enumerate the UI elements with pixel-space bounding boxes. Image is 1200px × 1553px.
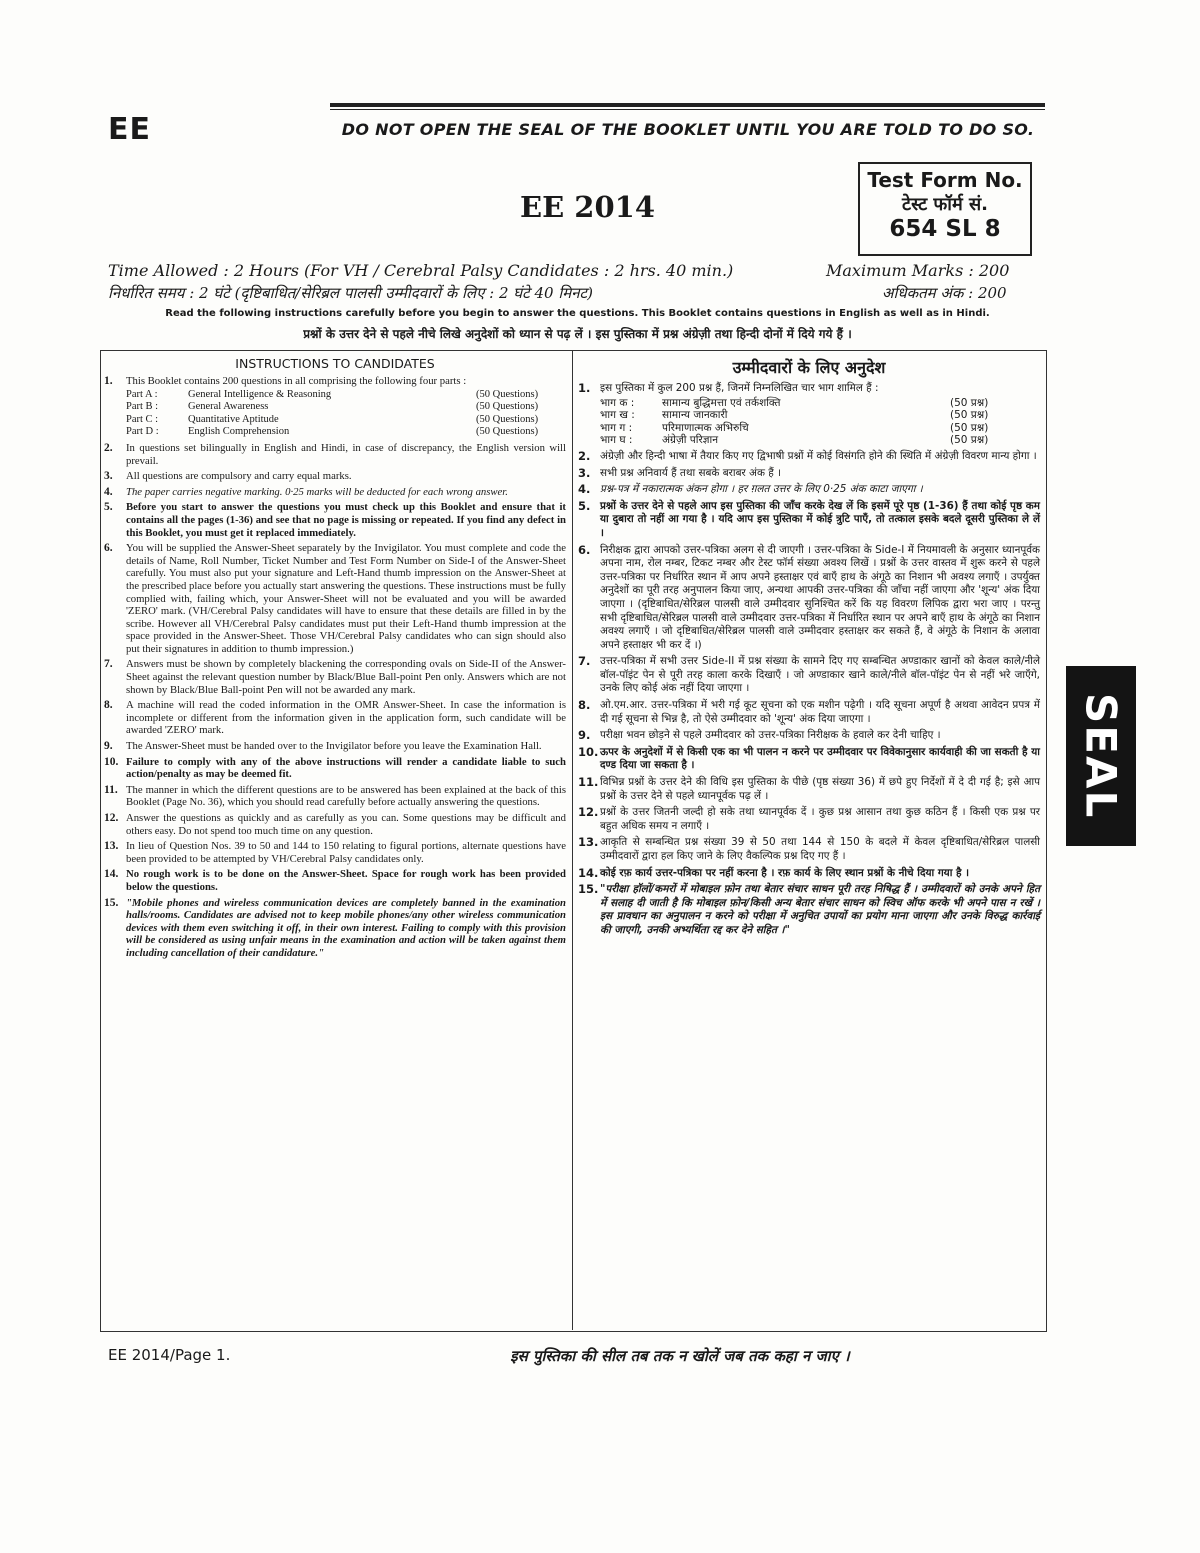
instruction-item: 6. You will be supplied the Answer-Sheet separately by the Invigilator. You must complete and code the details of Name, Roll Number, Ticket Number and Test Form Number on Side-I of the Answer-Sheet carefully. You must also put your signature and Left-Hand thumb impression on the Answer-Sheet at the prescribed place before you actually start answering the questions. These instructions must be fully complied with, failing which, your Answer-Sheet will not be evaluated and you will be awarded 'ZERO' mark. (VH/Cerebral Palsy candidates will have to ensure that these details are filled in by the scribe. However all VH/Cerebral Palsy candidates must put their Left-Hand thumb impression at the space provided in the Answer-Sheet. Those VH/Cerebral Palsy candidates who can sign should also put their signatures in addition to thumb impression.) [104, 542, 566, 655]
instruction-item: 5. Before you start to answer the questions you must check up this Booklet and ensure that it contains all the pages (1-36) and see that no page is missing or repeated. If you find any defect in this Booklet, you must get it replaced immediately. [104, 501, 566, 539]
instruction-item: 14. कोई रफ़ कार्य उत्तर-पत्रिका पर नहीं करना है । रफ़ कार्य के लिए स्थान प्रश्नों के नीचे दिया गया है । [578, 865, 970, 880]
part-row: भाग ख : सामान्य जानकारी (50 प्रश्न) [600, 409, 989, 422]
max-marks-hi: अधिकतम अंक : 200 [882, 284, 1007, 302]
instruction-item: 7. उत्तर-पत्रिका में सभी उत्तर Side-II में प्रश्न संख्या के सामने दिए गए सम्बन्धित अण्डाकार खानों को केवल काले/नीले बॉल-पॉइंट पेन से पूरी तरह काला करके दिखाएँ । जो अण्डाकार खाने काले/नीले बॉल-पॉइंट पेन से नहीं भरे जाएँगे, उनके लिए कोई अंक नहीं दिया जाएगा । [578, 654, 1040, 695]
max-marks-en: Maximum Marks : 200 [826, 261, 1010, 280]
part-row: भाग क : सामान्य बुद्धिमत्ता एवं तर्कशक्ति (50 प्रश्न) [600, 396, 989, 409]
instruction-item: 9. The Answer-Sheet must be handed over to the Invigilator before you leave the Examination Hall. [104, 740, 542, 753]
page-number: EE 2014/Page 1. [108, 1346, 231, 1364]
instruction-text: इस पुस्तिका में कुल 200 प्रश्न हैं, जिनमें निम्नलिखित चार भाग शामिल हैं : [600, 382, 879, 394]
header-rule [330, 103, 1045, 107]
instruction-item: 3. सभी प्रश्न अनिवार्य हैं तथा सबके बराबर अंक हैं । [578, 465, 782, 480]
instructions-english [104, 356, 566, 963]
booklet-title: EE 2014 [520, 190, 656, 224]
instruction-item: 9. परीक्षा भवन छोड़ने से पहले उम्मीदवार को उत्तर-पत्रिका निरीक्षक के हवाले कर देनी चाहिए । [578, 728, 941, 743]
seal-stamp [1066, 666, 1136, 846]
instructions-title-hi: उम्मीदवारों के लिए अनुदेश [732, 358, 886, 377]
instruction-item: 4. The paper carries negative marking. 0·25 marks will be deducted for each wrong answer. [104, 485, 508, 498]
instruction-item: 10. Failure to comply with any of the above instructions will render a candidate liable to such action/penalty as may be deemed fit. [104, 755, 566, 781]
part-row: Part B : General Awareness (50 Questions) [126, 401, 539, 413]
part-row: भाग घ : अंग्रेज़ी परिज्ञान (50 प्रश्न) [600, 434, 989, 447]
instruction-text: This Booklet contains 200 questions in all comprising the following four parts : [126, 375, 467, 387]
part-row: Part A : General Intelligence & Reasoning (50 Questions) [126, 388, 539, 400]
instruction-item: 4. प्रश्न-पत्र में नकारात्मक अंकन होगा । हर ग़लत उत्तर के लिए 0·25 अंक काटा जाएगा । [578, 482, 923, 497]
column-divider [572, 350, 573, 1330]
instruction-item: 12. Answer the questions as quickly and as carefully as you can. Some questions may be difficult and others easy. Do not spend too much time on any question. [104, 812, 566, 837]
instruction-item: 3. All questions are compulsory and carry equal marks. [104, 470, 352, 483]
instruction-item: 12. प्रश्नों के उत्तर जितनी जल्दी हो सके तथा ध्यानपूर्वक दें । कुछ प्रश्न आसान तथा कुछ कठिन हैं । किसी एक प्रश्न पर बहुत अधिक समय न लगाएँ । [578, 805, 1040, 832]
instruction-item: 15. "परीक्षा हॉलों/कमरों में मोबाइल फ़ोन तथा बेतार संचार साधन पूरी तरह निषिद्ध हैं । उम्मीदवारों को उनके अपने हित में सलाह दी जाती है कि मोबाइल फ़ोन/किसी अन्य बेतार संचार साधन को स्विच ऑफ करके भी अपने पास न रखें । इस प्रावधान का अनुपालन न करने को परीक्षा में अनुचित उपायों का प्रयोग माना जाएगा और उनके विरुद्ध कार्रवाई की जाएगी, उनकी अभ्यर्थिता रद्द कर देने सहित ।" [578, 882, 1040, 936]
time-allowed-en: Time Allowed : 2 Hours (For VH / Cerebral Palsy Candidates : 2 hrs. 40 min.) [108, 261, 734, 280]
instructions-title-en: INSTRUCTIONS TO CANDIDATES [235, 356, 435, 371]
instruction-item: 15. "Mobile phones and wireless communication devices are completely banned in the examination halls/rooms. Candidates are advised not to keep mobile phones/any other wireless communication devices with them even switching it off, in their own interest. Failing to comply with this provision will be considered as using unfair means in the examination and action will be taken against them including cancellation of their candidature." [104, 896, 566, 959]
instructions-hindi [578, 356, 1040, 941]
test-form-label-en: Test Form No. [867, 168, 1023, 192]
part-row: Part D : English Comprehension (50 Questions) [126, 426, 539, 438]
instruction-item: 2. अंग्रेज़ी और हिन्दी भाषा में तैयार किए गए द्विभाषी प्रश्नों में कोई विसंगति होने की स्थिति में अंग्रेज़ी विवरण मान्य होगा । [578, 448, 1037, 463]
instruction-item: 8. A machine will read the coded information in the OMR Answer-Sheet. In case the information is incomplete or different from the information given in the application form, such candidate will be awarded 'ZERO' mark. [104, 699, 566, 737]
part-row: भाग ग : परिमाणात्मक अभिरुचि (50 प्रश्न) [600, 421, 989, 434]
instruction-item: 10. ऊपर के अनुदेशों में से किसी एक का भी पालन न करने पर उम्मीदवार पर विवेकानुसार कार्यवाही की जा सकती है या दण्ड दिया जा सकता है । [578, 744, 1040, 772]
instruction-item: 1. इस पुस्तिका में कुल 200 प्रश्न हैं, जिनमें निम्नलिखित चार भाग शामिल हैं : भाग क : सामान्य बुद्धिमत्ता एवं तर्कशक्ति (50 प्रश्न) भाग ख : सामान्य जानकारी (50 प्रश्न) भाग ग : परिमाणात्मक अभिरुचि (50 प्रश्न) भाग घ : अंग्रेज़ी परिज्ञान (50 प्रश्न) [578, 382, 1040, 447]
test-form-box [858, 162, 1032, 256]
seal-notice: DO NOT OPEN THE SEAL OF THE BOOKLET UNTIL YOU ARE TOLD TO DO SO. [341, 120, 1035, 139]
seal-label: SEAL [1076, 692, 1126, 820]
test-form-label-hi: टेस्ट फॉर्म सं. [902, 194, 988, 215]
instruction-item: 11. The manner in which the different questions are to be answered has been explained at the back of this Booklet (Page No. 36), which you should read carefully before actually answering the questions. [104, 783, 566, 809]
read-instructions-en: Read the following instructions carefully before you begin to answer the questions. This Booklet contains questions in English as well as in Hindi. [165, 308, 990, 319]
parts-list [126, 389, 566, 439]
instruction-item: 1. This Booklet contains 200 questions in all comprising the following four parts : Part A : General Intelligence & Reasoning (50 Questions) Part B : General Awareness (50 Questions) Part C : Quantitative Aptitude (50 Questions) Part D : English Comprehension (50 Questions) [104, 375, 566, 439]
test-form-number: 654 SL 8 [889, 216, 1001, 242]
instruction-item: 11. विभिन्न प्रश्नों के उत्तर देने की विधि इस पुस्तिका के पीछे (पृष्ठ संख्या 36) में छपे हुए निर्देशों में दे दी गई है; इसे आप प्रश्नों के उत्तर देने से पहले ध्यानपूर्वक पढ़ लें । [578, 775, 1040, 802]
instruction-item: 6. निरीक्षक द्वारा आपको उत्तर-पत्रिका अलग से दी जाएगी । उत्तर-पत्रिका के Side-I में नियमावली के अनुसार ध्यानपूर्वक अपना नाम, रोल नम्बर, टिकट नम्बर और टेस्ट फॉर्म संख्या अवश्य लिखें । प्रश्नों के उत्तर वास्तव में शुरू करने से पहले उत्तर-पत्रिका पर निर्धारित स्थान में आप अपने हस्ताक्षर एवं बाएँ हाथ के अंगूठे का निशान भी अवश्य लगाएँ । उपर्युक्त अनुदेशों का पूरी तरह अनुपालन किया जाए, अन्यथा आपकी उत्तर-पत्रिका की जाँचा नहीं जाएगा और 'शून्य' अंक दिया जाएगा । (दृष्टिबाधित/सेरिब्रल पालसी वाले उम्मीदवार सुनिश्चित करें कि यह विवरण लिपिक द्वारा भरा जाए । परन्तु सभी दृष्टिबाधित/सेरिब्रल पालसी वाले उम्मीदवार उत्तर-पत्रिका में निर्धारित स्थान पर अपने बाएँ हाथ के अंगूठे का निशान अवश्य लगाएँ । जो दृष्टिबाधित/सेरिब्रल पालसी वाले उम्मीदवार हस्ताक्षर कर सकते हैं, वे अंगूठे के निशान के अलावा अपने हस्ताक्षर भी कर दें ।) [578, 542, 1040, 651]
time-allowed-hi: निर्धारित समय : 2 घंटे (दृष्टिबाधित/सेरिब्रल पालसी उम्मीदवारों के लिए : 2 घंटे 40 मिनट) [108, 284, 593, 302]
header-rule-thin [330, 109, 1045, 110]
instruction-item: 8. ओ.एम.आर. उत्तर-पत्रिका में भरी गई कूट सूचना को एक मशीन पढ़ेगी । यदि सूचना अपूर्ण है अथवा आवेदन प्रपत्र में दी गई सूचना से भिन्न है, तो ऐसे उम्मीदवार को 'शून्य' अंक दिया जाएगा । [578, 698, 1040, 725]
instruction-item: 14. No rough work is to be done on the Answer-Sheet. Space for rough work has been provided below the questions. [104, 868, 566, 893]
read-instructions-hi: प्रश्नों के उत्तर देने से पहले नीचे लिखे अनुदेशों को ध्यान से पढ़ लें । इस पुस्तिका में प्रश्न अंग्रेज़ी तथा हिन्दी दोनों में दिये गये हैं । [303, 327, 852, 341]
instruction-item: 13. आकृति से सम्बन्धित प्रश्न संख्या 39 से 50 तथा 144 से 150 के बदले में केवल दृष्टिबाधित/सेरिब्रल पालसी उम्मीदवारों द्वारा हल किए जाने के लिए वैकल्पिक प्रश्न दिए गए हैं । [578, 835, 1040, 862]
instruction-item: 5. प्रश्नों के उत्तर देने से पहले आप इस पुस्तिका की जाँच करके देख लें कि इसमें पूरे पृष्ठ (1-36) हैं तथा कोई पृष्ठ कम या दुबारा तो नहीं आ गया है । यदि आप इस पुस्तिका में कोई त्रुटि पाएँ, तो तत्काल इसके बदले दूसरी पुस्तिका ले लें । [578, 498, 1040, 539]
part-row: Part C : Quantitative Aptitude (50 Questions) [126, 413, 539, 425]
instruction-item: 13. In lieu of Question Nos. 39 to 50 and 144 to 150 relating to figural portions, alternate questions have been provided to be attempted by VH/Cerebral Palsy candidates only. [104, 840, 566, 865]
instruction-item: 2. In questions set bilingually in English and Hindi, in case of discrepancy, the English version will prevail. [104, 441, 566, 467]
parts-list [600, 397, 1040, 447]
footer-seal-notice: इस पुस्तिका की सील तब तक न खोलें जब तक कहा न जाए । [510, 1347, 850, 1365]
booklet-code: EE [108, 112, 151, 147]
instruction-item: 7. Answers must be shown by completely blackening the corresponding ovals on Side-II of the Answer-Sheet against the relevant question number by Black/Blue Ball-point Pen only. Answers which are not shown by Black/Blue Ball-point Pen will not be awarded any mark. [104, 658, 566, 696]
